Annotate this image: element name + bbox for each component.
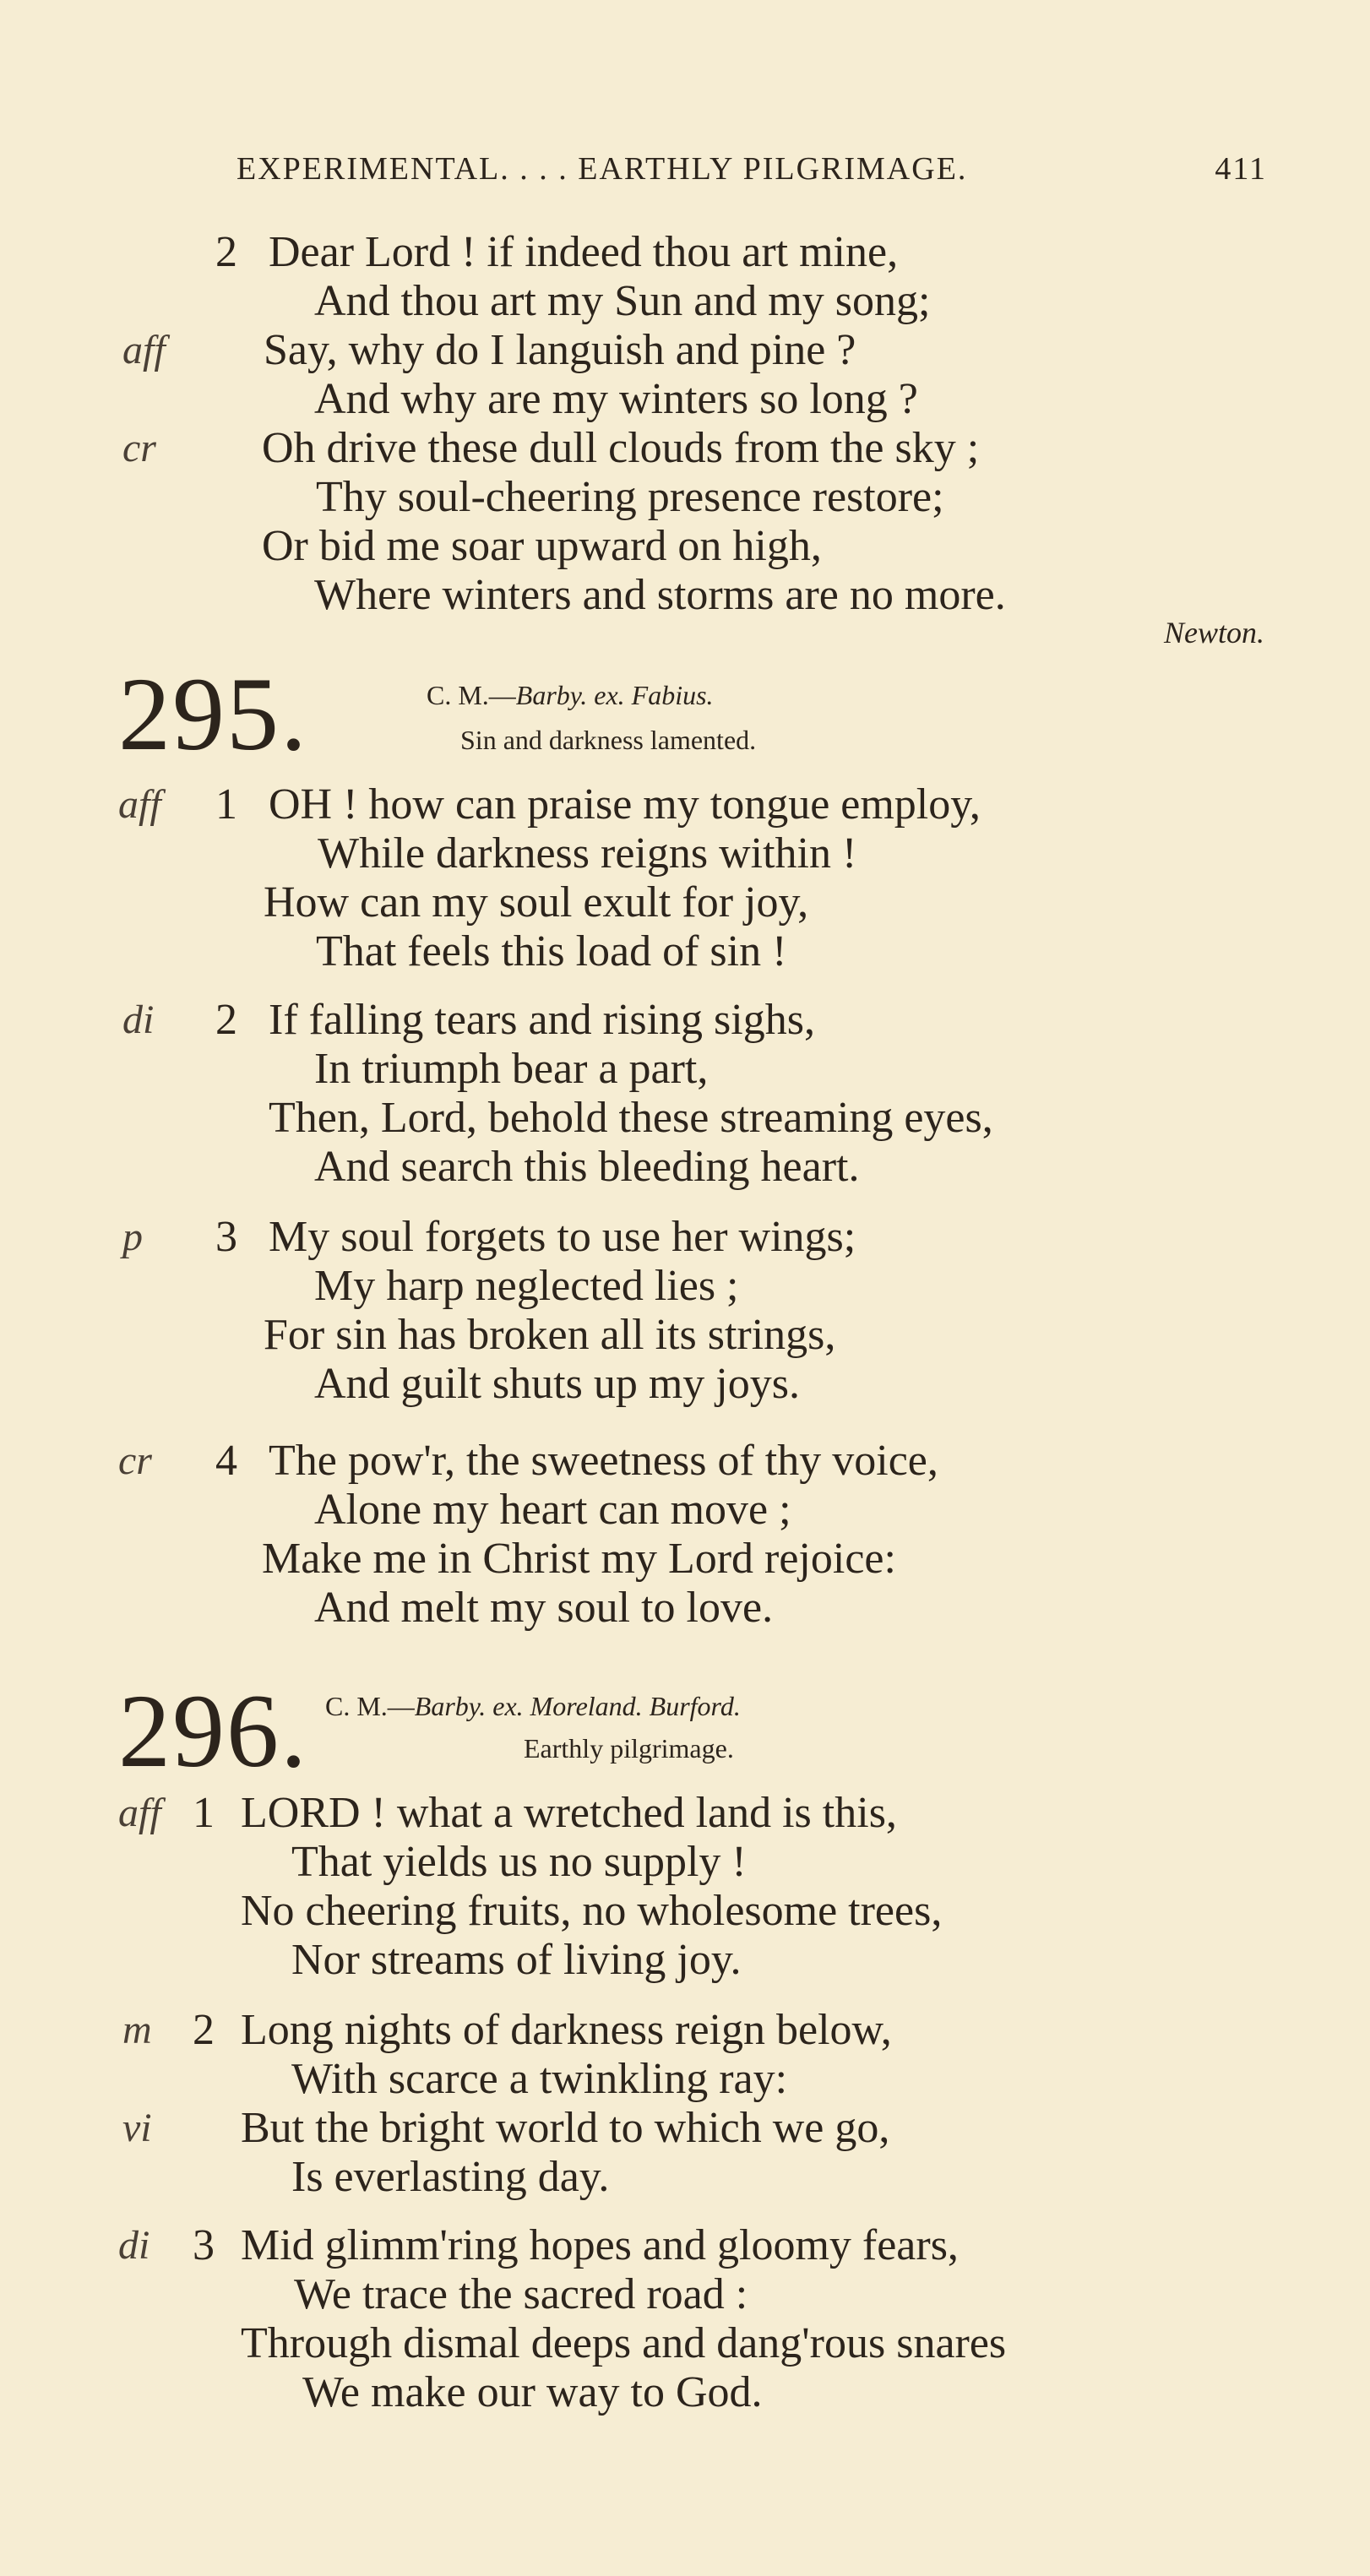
verse-line: And melt my soul to love.: [314, 1584, 774, 1632]
verse-line: The pow'r, the sweetness of thy voice,: [269, 1437, 938, 1485]
stanza-number: 4: [215, 1437, 237, 1485]
stanza-number: 2: [193, 2006, 215, 2054]
stanza-number: 2: [215, 996, 237, 1044]
stanza-number: 1: [215, 780, 237, 829]
hymn-subtitle: Earthly pilgrimage.: [524, 1733, 734, 1764]
verse-line: Say, why do I languish and pine ?: [264, 326, 856, 374]
verse-line: We trace the sacred road :: [294, 2270, 748, 2318]
verse-line: No cheering fruits, no wholesome trees,: [241, 1887, 943, 1935]
verse-line: Then, Lord, behold these streaming eyes,: [269, 1094, 993, 1142]
verse-line: If falling tears and rising sighs,: [269, 996, 815, 1044]
verse-line: Long nights of darkness reign below,: [241, 2006, 892, 2054]
verse-line: And why are my winters so long ?: [314, 375, 918, 423]
hymn-number: 296.: [118, 1673, 308, 1789]
dynamic-mark: di: [118, 2223, 150, 2268]
meter-and-tunes: [325, 1691, 741, 1722]
dynamic-mark: cr: [118, 1438, 152, 1483]
dynamic-mark: aff: [118, 1791, 161, 1835]
dynamic-mark: cr: [122, 426, 156, 470]
verse-line: That yields us no supply !: [291, 1838, 747, 1886]
dynamic-mark: di: [122, 997, 155, 1042]
meter-label: C. M.—: [427, 680, 516, 710]
verse-line: Is everlasting day.: [291, 2153, 610, 2201]
verse-line: My harp neglected lies ;: [314, 1262, 739, 1310]
verse-line: With scarce a twinkling ray:: [291, 2055, 788, 2103]
verse-line: How can my soul exult for joy,: [264, 878, 809, 927]
verse-line: While darkness reigns within !: [318, 829, 857, 878]
verse-line: Nor streams of living joy.: [291, 1936, 742, 1984]
dynamic-mark: aff: [122, 328, 166, 372]
dynamic-mark: p: [122, 1215, 143, 1259]
verse-line: Through dismal deeps and dang'rous snares: [241, 2319, 1007, 2367]
author-attribution: Newton.: [1163, 616, 1264, 649]
page-number: 411: [1215, 151, 1267, 187]
verse-line: OH ! how can praise my tongue employ,: [269, 780, 981, 829]
verse-line: Where winters and storms are no more.: [314, 571, 1006, 619]
meter-label: C. M.—: [325, 1691, 415, 1721]
hymn-subtitle: Sin and darkness lamented.: [460, 725, 757, 755]
dynamic-mark: aff: [118, 782, 161, 827]
verse-line: That feels this load of sin !: [316, 927, 787, 976]
verse-line: Alone my heart can move ;: [314, 1486, 791, 1534]
verse-line: In triumph bear a part,: [314, 1045, 709, 1093]
tune-names: Barby. ex. Fabius.: [515, 680, 714, 710]
verse-line: Or bid me soar upward on high,: [262, 522, 822, 570]
hymn-number: 295.: [118, 656, 308, 772]
stanza-number: 3: [215, 1213, 237, 1261]
stanza-number: 3: [193, 2221, 215, 2269]
stanza-number: 1: [193, 1789, 215, 1837]
running-header: [236, 150, 1267, 201]
verse-line: And thou art my Sun and my song;: [314, 277, 931, 325]
dynamic-mark: m: [122, 2008, 152, 2052]
verse-line: Mid glimm'ring hopes and gloomy fears,: [241, 2221, 959, 2269]
header-title: EXPERIMENTAL. . . . EARTHLY PILGRIMAGE.: [236, 151, 968, 187]
verse-line: Make me in Christ my Lord rejoice:: [262, 1535, 896, 1583]
stanza-number: 2: [215, 228, 237, 276]
verse-line: Dear Lord ! if indeed thou art mine,: [269, 228, 899, 276]
verse-line: For sin has broken all its strings,: [264, 1311, 836, 1359]
verse-line: My soul forgets to use her wings;: [269, 1213, 856, 1261]
verse-line: And search this bleeding heart.: [314, 1143, 860, 1191]
tune-names: Barby. ex. Moreland. Burford.: [414, 1691, 741, 1721]
verse-line: Oh drive these dull clouds from the sky ;: [262, 424, 980, 472]
verse-line: And guilt shuts up my joys.: [314, 1360, 800, 1408]
verse-line: But the bright world to which we go,: [241, 2104, 890, 2152]
verse-line: LORD ! what a wretched land is this,: [241, 1789, 897, 1837]
meter-and-tunes: [427, 680, 714, 711]
verse-line: We make our way to God.: [302, 2368, 763, 2416]
verse-line: Thy soul-cheering presence restore;: [316, 473, 944, 521]
dynamic-mark: vi: [122, 2106, 152, 2150]
